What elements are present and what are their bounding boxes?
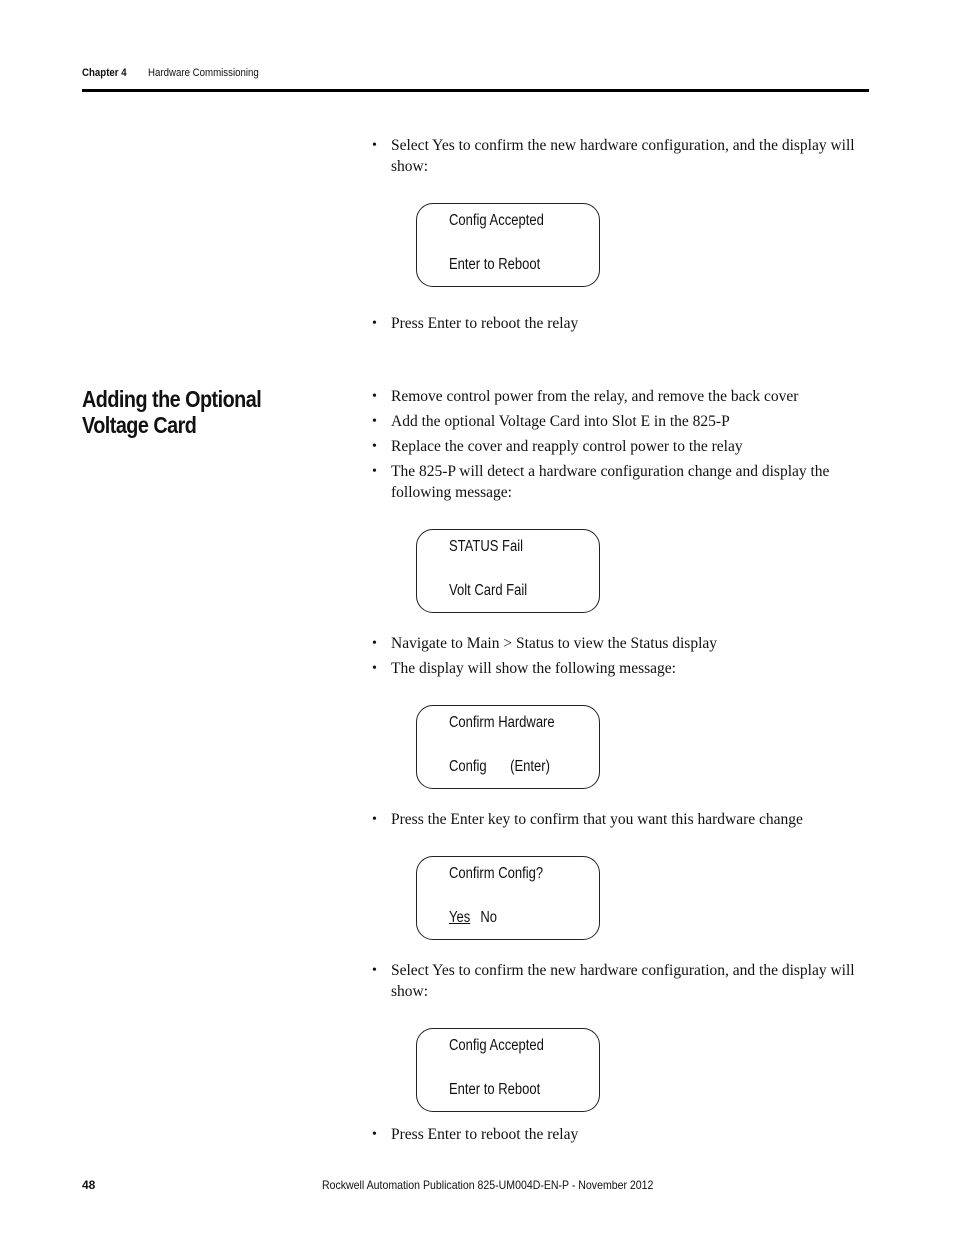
- lcd-display: [416, 529, 600, 613]
- list-item: • Navigate to Main > Status to view the Status display: [372, 634, 862, 655]
- list-item: • Select Yes to confirm the new hardware configuration, and the display will show:: [372, 961, 862, 1002]
- lcd-line-2: [449, 909, 497, 927]
- page-number: 48: [82, 1178, 96, 1192]
- list-item: • The display will show the following message:: [372, 659, 862, 680]
- list-item: • Select Yes to confirm the new hardware configuration, and the display will show:: [372, 136, 862, 177]
- bullet-list: [372, 1125, 862, 1150]
- bullet-list: [372, 961, 862, 1007]
- chapter-label: Chapter 4: [82, 67, 127, 79]
- lcd-line-1: Config Accepted: [449, 1037, 544, 1054]
- bullet-list: [372, 634, 862, 684]
- lcd-line-1: Confirm Hardware: [449, 714, 555, 731]
- list-item: • Press Enter to reboot the relay: [372, 1125, 862, 1146]
- lcd-line-1: STATUS Fail: [449, 538, 524, 555]
- section-title: Hardware Commissioning: [148, 67, 259, 79]
- section-heading: [82, 386, 288, 438]
- lcd-line-2: Enter to Reboot: [449, 256, 541, 273]
- lcd-line-1: Config Accepted: [449, 212, 544, 229]
- lcd-text: Config: [449, 758, 487, 775]
- list-item: • Remove control power from the relay, and remove the back cover: [372, 387, 862, 408]
- lcd-display: [416, 856, 600, 940]
- heading-line-2: Voltage Card: [82, 412, 197, 438]
- lcd-line-2: [449, 758, 550, 776]
- lcd-display: [416, 203, 600, 287]
- lcd-display: [416, 705, 600, 789]
- bullet-list: [372, 314, 862, 339]
- list-item: • Add the optional Voltage Card into Slot E in the 825-P: [372, 412, 862, 433]
- heading-line-1: Adding the Optional: [82, 386, 262, 412]
- lcd-option-no: No: [480, 909, 497, 926]
- bullet-list: [372, 387, 862, 508]
- lcd-line-2: Volt Card Fail: [449, 582, 528, 599]
- bullet-list: [372, 810, 862, 835]
- lcd-display: [416, 1028, 600, 1112]
- list-item: • The 825-P will detect a hardware configuration change and display the following message:: [372, 462, 862, 503]
- lcd-line-2: Enter to Reboot: [449, 1081, 541, 1098]
- header-rule: [82, 89, 869, 92]
- list-item: • Press the Enter key to confirm that you want this hardware change: [372, 810, 862, 831]
- publication-info: Rockwell Automation Publication 825-UM004D-EN-P - November 2012: [322, 1178, 654, 1192]
- list-item: • Press Enter to reboot the relay: [372, 314, 862, 335]
- list-item: • Replace the cover and reapply control power to the relay: [372, 437, 862, 458]
- lcd-option-yes: Yes: [449, 909, 471, 926]
- lcd-line-1: Confirm Config?: [449, 865, 544, 882]
- bullet-list: [372, 136, 862, 182]
- lcd-text: (Enter): [510, 758, 550, 775]
